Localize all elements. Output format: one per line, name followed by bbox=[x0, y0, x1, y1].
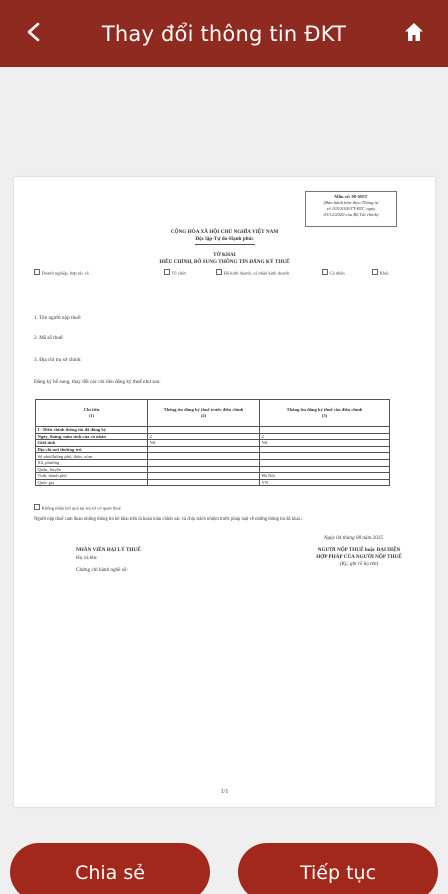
table-cell bbox=[148, 453, 260, 460]
table-header: Chỉ tiêu (1) bbox=[36, 400, 148, 427]
table-cell: VN bbox=[260, 479, 390, 486]
table-header-row bbox=[36, 400, 390, 427]
table-cell: 2 bbox=[260, 433, 390, 440]
form-note: số 105/2020/TT-BTC ngày bbox=[326, 205, 376, 211]
table-cell: Hà Nội bbox=[260, 473, 390, 480]
country-name: CỘNG HÒA XÃ HỘI CHỦ NGHĨA VIỆT NAM bbox=[170, 229, 279, 235]
table-cell bbox=[148, 479, 260, 486]
form-code: Mẫu số: 08-MST bbox=[334, 194, 368, 199]
form-note: 03/12/2020 của Bộ Tài chính) bbox=[323, 211, 379, 217]
table-cell bbox=[148, 473, 260, 480]
back-button[interactable] bbox=[14, 12, 54, 52]
field-taxpayer-name: 1. Tên người nộp thuế: bbox=[34, 315, 82, 321]
checkbox-organization: Tổ chức bbox=[164, 269, 187, 276]
table-cell: Giới tính bbox=[36, 440, 148, 447]
page-number: 1/1 bbox=[220, 789, 229, 795]
form-note: (Ban hành kèm theo Thông tư bbox=[323, 199, 379, 205]
taxpayer-title: HỢP PHÁP CỦA NGƯỜI NỘP THUẾ bbox=[316, 554, 402, 560]
chevron-left-icon bbox=[23, 21, 45, 43]
table-cell bbox=[260, 466, 390, 473]
app-header bbox=[0, 0, 448, 67]
page-title: Thay đổi thông tin ĐKT bbox=[101, 21, 347, 46]
table-cell: Quốc gia bbox=[36, 479, 148, 486]
table-row bbox=[36, 459, 390, 466]
checkbox-individual: Cá nhân bbox=[322, 269, 345, 276]
table-cell: Nữ bbox=[260, 440, 390, 447]
table-row bbox=[36, 466, 390, 473]
form-code-box bbox=[305, 191, 397, 227]
taxpayer-sign-note: (Ký, ghi rõ họ tên) bbox=[339, 561, 379, 567]
table-row bbox=[36, 433, 390, 440]
table-cell: Quận, huyện bbox=[36, 466, 148, 473]
table-cell bbox=[260, 459, 390, 466]
adjustment-table bbox=[35, 399, 390, 486]
table-cell: I - Điều chỉnh thông tin đã đăng ký bbox=[36, 427, 148, 434]
table-cell bbox=[148, 466, 260, 473]
field-address: 3. Địa chỉ trụ sở chính: bbox=[34, 357, 82, 363]
continue-button[interactable]: Tiếp tục bbox=[238, 843, 438, 894]
table-cell bbox=[260, 446, 390, 453]
declaration-text: Người nộp thuế cam đoan những thông tin kê khai trên là hoàn toàn chính xác và chịu trách nhiệm trước pháp luật về những thông tin đã khai./. bbox=[34, 517, 304, 522]
table-cell bbox=[148, 446, 260, 453]
home-button[interactable] bbox=[394, 12, 434, 52]
taxpayer-title: NGƯỜI NỘP THUẾ hoặc ĐẠI DIỆN bbox=[317, 547, 401, 553]
doc-subtitle: ĐIỀU CHỈNH, BỔ SUNG THÔNG TIN ĐĂNG KÝ THUẾ bbox=[159, 259, 290, 265]
table-row bbox=[36, 479, 390, 486]
table-cell bbox=[148, 427, 260, 434]
table-header: Thông tin đăng ký thuế cần điều chỉnh (3) bbox=[260, 400, 390, 427]
table-cell: Địa chỉ nơi thường trú bbox=[36, 446, 148, 453]
table-cell: Tỉnh, thành phố bbox=[36, 473, 148, 480]
share-button[interactable]: Chia sẻ bbox=[10, 843, 210, 894]
agent-cert: Chứng chỉ hành nghề số: bbox=[76, 567, 128, 573]
checkbox-no-receive: Không nhận kết quả tại trụ sở cơ quan thuế bbox=[34, 504, 121, 511]
table-row bbox=[36, 453, 390, 460]
table-cell: Xã, phường bbox=[36, 459, 148, 466]
document-preview[interactable] bbox=[14, 177, 435, 807]
field-tax-code: 2. Mã số thuế: bbox=[34, 335, 64, 341]
table-cell: 2 bbox=[148, 433, 260, 440]
doc-title: TỜ KHAI bbox=[213, 252, 236, 258]
agent-name: Họ và tên: bbox=[76, 555, 98, 561]
motto: Độc lập-Tự do-Hạnh phúc bbox=[195, 236, 254, 242]
checkbox-other: Khác bbox=[372, 269, 389, 276]
table-row bbox=[36, 473, 390, 480]
table-row bbox=[36, 446, 390, 453]
table-row bbox=[36, 427, 390, 434]
table-row bbox=[36, 440, 390, 447]
table-cell bbox=[260, 427, 390, 434]
date-line: Ngày 04 tháng 08 năm 2025 bbox=[324, 535, 383, 541]
checkbox-household: Hộ kinh doanh, cá nhân kinh doanh bbox=[216, 269, 289, 276]
agent-title: NHÂN VIÊN ĐẠI LÝ THUẾ bbox=[76, 547, 141, 553]
table-header: Thông tin đăng ký thuế trước điều chỉnh (2) bbox=[148, 400, 260, 427]
home-icon bbox=[403, 21, 425, 43]
table-cell: Số nhà/đường phố, thôn, xóm bbox=[36, 453, 148, 460]
divider bbox=[195, 244, 255, 245]
table-cell bbox=[148, 459, 260, 466]
table-cell: Nữ bbox=[148, 440, 260, 447]
table-cell: Ngày, tháng, năm sinh của cá nhân bbox=[36, 433, 148, 440]
checkbox-enterprise: Doanh nghiệp, hợp tác xã bbox=[34, 269, 89, 276]
intro-text: Đăng ký bổ sung, thay đổi các chỉ tiêu đăng ký thuế như sau: bbox=[34, 379, 161, 385]
table-cell bbox=[260, 453, 390, 460]
